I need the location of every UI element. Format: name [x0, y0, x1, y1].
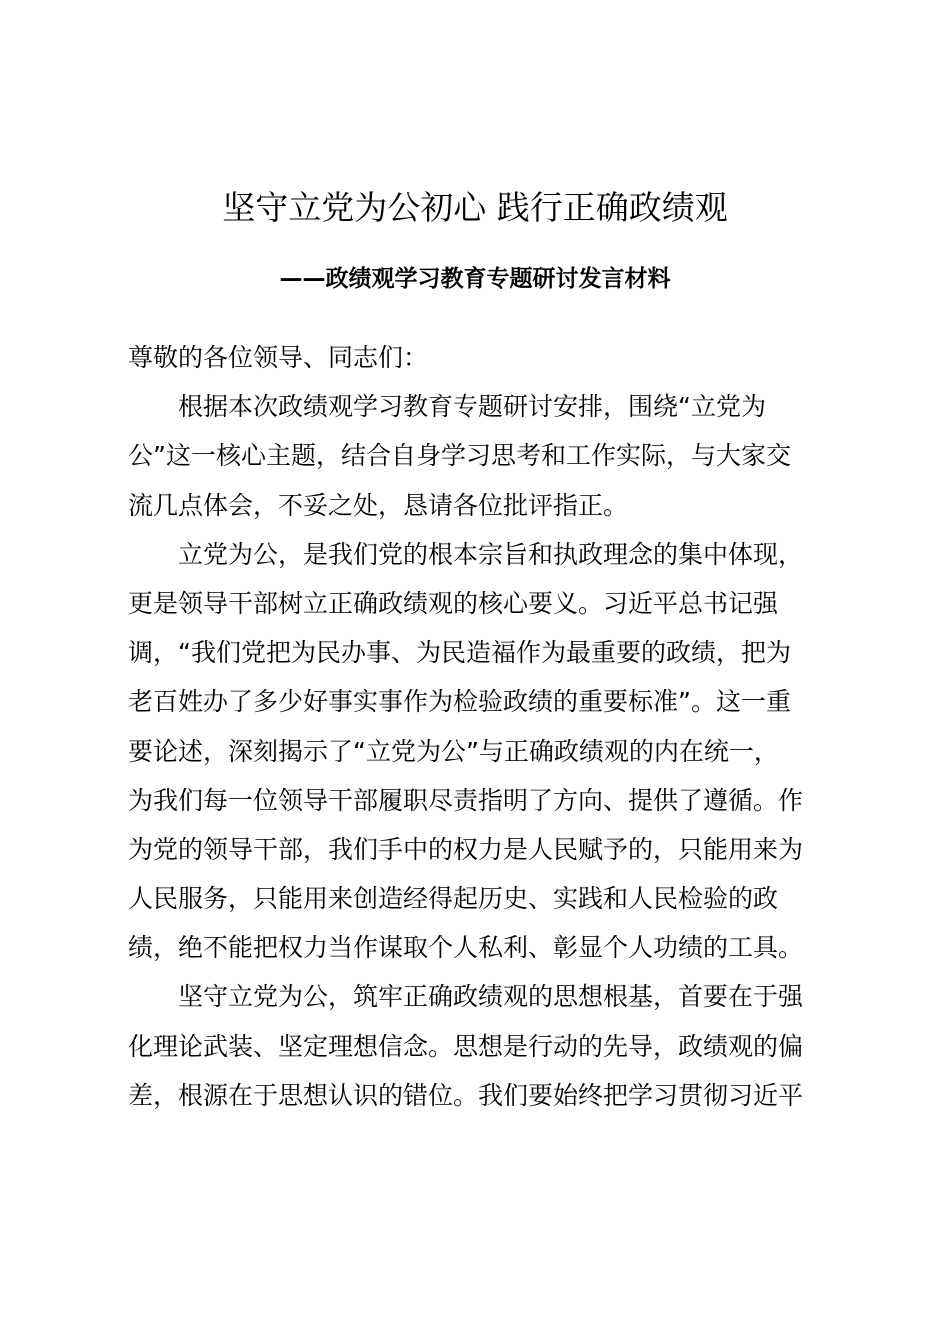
body-line: 为党的领导干部，我们手中的权力是人民赋予的，只能用来为 [128, 834, 804, 864]
body-line: 要论述，深刻揭示了“立党为公”与正确政绩观的内在统一， [128, 736, 779, 766]
body-line: 调，“我们党把为民办事、为民造福作为最重要的政绩，把为 [128, 638, 791, 668]
body-line: 坚守立党为公，筑牢正确政绩观的思想根基，首要在于强 [178, 982, 804, 1012]
document-body [128, 333, 832, 1120]
document-subtitle: ——政绩观学习教育专题研讨发言材料 [279, 266, 671, 292]
body-line: 化理论武装、坚定理想信念。思想是行动的先导，政绩观的偏 [128, 1031, 804, 1061]
body-line: 公”这一核心主题，结合自身学习思考和工作实际，与大家交 [128, 441, 791, 471]
body-line: 立党为公，是我们党的根本宗旨和执政理念的集中体现， [178, 539, 804, 569]
body-line: 流几点体会，不妥之处，恳请各位批评指正。 [128, 490, 629, 520]
body-line: 根据本次政绩观学习教育专题研讨安排，围绕“立党为 [178, 392, 766, 422]
body-line: 为我们每一位领导干部履职尽责指明了方向、提供了遵循。作 [128, 785, 804, 815]
body-line: 人民服务，只能用来创造经得起历史、实践和人民检验的政 [128, 884, 779, 914]
body-line: 差，根源在于思想认识的错位。我们要始终把学习贯彻习近平 [128, 1080, 804, 1110]
salutation-line: 尊敬的各位领导、同志们： [128, 343, 429, 372]
body-line: 绩，绝不能把权力当作谋取个人私利、彰显个人功绩的工具。 [128, 933, 804, 963]
document-title: 坚守立党为公初心 践行正确政绩观 [222, 188, 728, 227]
body-line: 老百姓办了多少好事实事作为检验政绩的重要标准”。这一重 [128, 687, 791, 717]
body-line: 更是领导干部树立正确政绩观的核心要义。习近平总书记强 [128, 588, 779, 618]
